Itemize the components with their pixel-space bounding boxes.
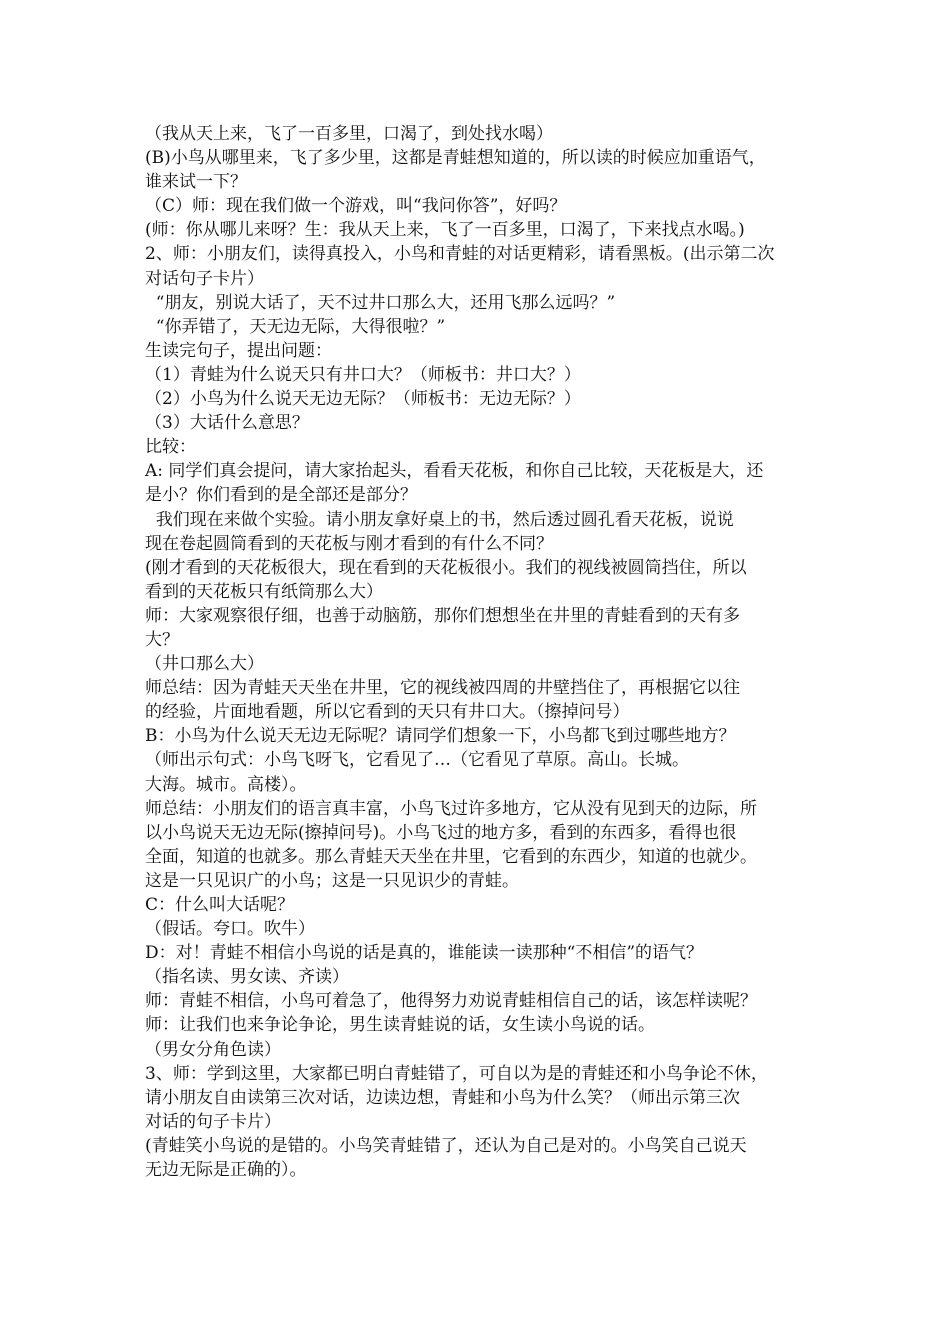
text-line: 无边无际是正确的）。 — [145, 1160, 307, 1181]
text-line: 师：青蛙不相信，小鸟可着急了，他得努力劝说青蛙相信自己的话，该怎样读呢？ — [145, 991, 757, 1012]
text-line: 以小鸟说天无边无际(擦掉问号)。小鸟飞过的地方多，看到的东西多，看得也很 — [145, 822, 737, 843]
text-line: 师：大家观察很仔细，也善于动脑筋，那你们想想坐在井里的青蛙看到的天有多 — [145, 605, 740, 626]
text-line: A: 同学们真会提问，请大家抬起头，看看天花板，和你自己比较，天花板是大，还 — [145, 461, 764, 482]
text-line: C：什么叫大话呢？ — [145, 895, 295, 915]
text-line: 大海。城市。高楼）。 — [145, 774, 307, 795]
text-line: （师出示句式：小鸟飞呀飞，它看见了…（它看见了草原。高山。长城。 — [145, 750, 689, 771]
text-line: 对话句子卡片） — [145, 268, 264, 289]
text-line: 2、师：小朋友们，读得真投入，小鸟和青蛙的对话更精彩，请看黑板。(出示第二次 — [145, 244, 775, 265]
text-line: 这是一只见识广的小鸟；这是一只见识少的青蛙。 — [145, 870, 519, 891]
text-line: 师：让我们也来争论争论，男生读青蛙说的话，女生读小鸟说的话。 — [145, 1015, 655, 1036]
text-line: （男女分角色读） — [145, 1039, 281, 1060]
text-line: （井口那么大） — [145, 654, 264, 675]
text-line: (B)小鸟从哪里来，飞了多少里，这都是青蛙想知道的，所以读的时候应加重语气， — [145, 148, 766, 169]
text-line: 生读完句子，提出问题： — [145, 340, 332, 361]
text-line: 谁来试一下？ — [145, 172, 247, 193]
text-line: （C）师：现在我们做一个游戏，叫“我问你答”，好吗？ — [145, 196, 567, 217]
text-line: 师总结：因为青蛙天天坐在井里，它的视线被四周的井壁挡住了，再根据它以往 — [145, 678, 740, 699]
text-line: 师总结：小朋友们的语言真丰富，小鸟飞过许多地方，它从没有见到天的边际，所 — [145, 798, 757, 819]
text-line: (师：你从哪儿来呀？生：我从天上来，飞了一百多里，口渴了，下来找点水喝。) — [145, 220, 745, 241]
text-line: 现在卷起圆筒看到的天花板与刚才看到的有什么不同？ — [145, 533, 553, 554]
text-line: 3、师：学到这里，大家都已明白青蛙错了，可自以为是的青蛙还和小鸟争论不休， — [145, 1063, 768, 1084]
text-line: (青蛙笑小鸟说的是错的。小鸟笑青蛙错了，还认为自己是对的。小鸟笑自己说天 — [145, 1135, 747, 1156]
text-line: (刚才看到的天花板很大，现在看到的天花板很小。我们的视线被圆筒挡住，所以 — [145, 557, 747, 578]
text-line: 全面，知道的也就多。那么青蛙天天坐在井里，它看到的东西少，知道的也就少。 — [145, 846, 757, 867]
text-line: （假话。夸口。吹牛） — [145, 919, 315, 940]
text-line: （我从天上来，飞了一百多里，口渴了，到处找水喝） — [145, 124, 553, 144]
text-line: B：小鸟为什么说天无边无际呢？请同学们想象一下，小鸟都飞到过哪些地方？ — [145, 726, 736, 747]
text-line: 大？ — [145, 629, 179, 650]
text-line: （2）小鸟为什么说天无边无际？（师板书：无边无际？） — [145, 389, 581, 410]
document-page — [145, 122, 815, 1182]
text-line: 对话的句子卡片） — [145, 1111, 281, 1132]
text-line: D：对！青蛙不相信小鸟说的话是真的，谁能读一读那种“不相信”的语气？ — [145, 943, 704, 964]
text-line: 比较： — [145, 437, 196, 458]
text-line: （1）青蛙为什么说天只有井口大？（师板书：井口大？） — [145, 364, 581, 385]
text-line: （指名读、男女读、齐读） — [145, 967, 349, 988]
text-line: （3）大话什么意思？ — [145, 413, 309, 434]
text-line: 我们现在来做个实验。请小朋友拿好桌上的书，然后透过圆孔看天花板，说说 — [145, 509, 734, 530]
text-line: 是小？你们看到的是全部还是部分？ — [145, 485, 417, 506]
text-line: “朋友，别说大话了，天不过井口那么大，还用飞那么远吗？” — [145, 292, 616, 313]
text-line: 看到的天花板只有纸筒那么大） — [145, 581, 383, 602]
text-line: 的经验，片面地看题，所以它看到的天只有井口大。（擦掉问号） — [145, 702, 630, 723]
text-line: 请小朋友自由读第三次对话，边读边想，青蛙和小鸟为什么笑？（师出示第三次 — [145, 1087, 740, 1108]
text-line: “你弄错了，天无边无际，大得很啦？” — [145, 316, 446, 337]
